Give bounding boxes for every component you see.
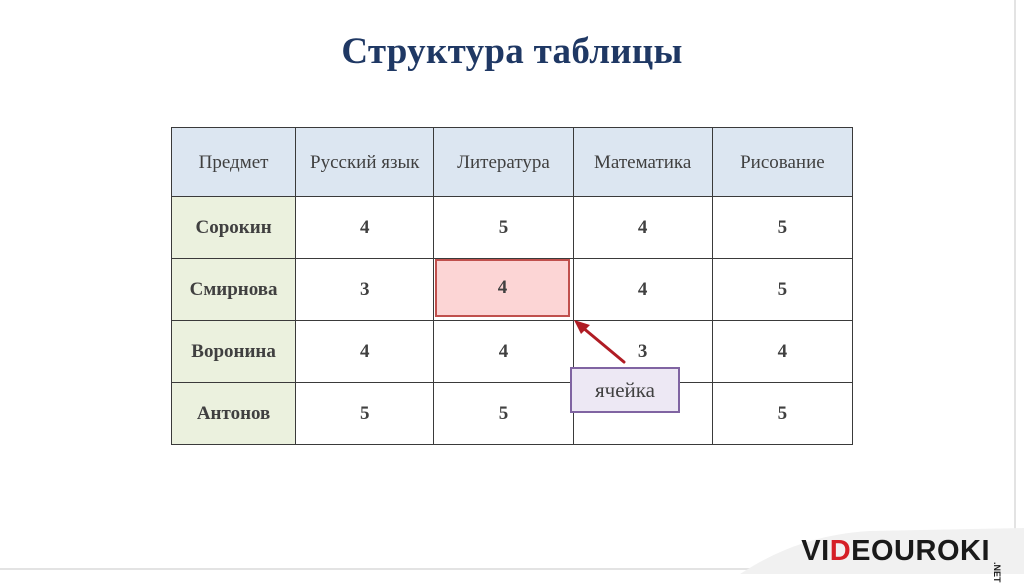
grade-cell: 5 [712,197,852,259]
table-row [172,321,853,383]
grade-cell: 3 [296,259,434,321]
table-header-row [172,128,853,197]
header-cell: Литература [434,128,573,197]
table-row [172,383,853,445]
table-row [172,197,853,259]
header-cell: Рисование [712,128,852,197]
grade-cell: 4 [296,197,434,259]
grade-cell: 5 [712,259,852,321]
grade-cell: 4 [573,197,712,259]
row-name-cell: Антонов [172,383,296,445]
row-name-cell: Сорокин [172,197,296,259]
row-name-cell: Воронина [172,321,296,383]
grade-cell: 3 [573,321,712,383]
grade-cell: 4 [573,259,712,321]
row-name-cell: Смирнова [172,259,296,321]
logo-text-prefix: VI [801,535,830,567]
grade-cell: 5 [296,383,434,445]
highlighted-cell: 4 [435,259,570,317]
grade-cell: 5 [712,383,852,445]
arrow-icon [570,318,630,368]
grade-cell: 5 [434,197,573,259]
logo-tld [992,562,1002,572]
grade-cell: 4 [712,321,852,383]
page-title: Структура таблицы [341,31,683,72]
header-cell [296,128,434,197]
videouroki-logo [801,534,1002,568]
grade-cell: 5 [434,383,573,445]
logo-text-accent: D [829,535,852,567]
logo-text-suffix: EOUROKI [851,535,990,567]
grade-cell: 4 [296,321,434,383]
header-cell: Математика [573,128,712,197]
cell-callout-label: ячейка [570,367,680,413]
header-cell: Предмет [172,128,296,197]
header-cell-text: Русский язык [310,151,420,173]
grade-cell: 4 [434,321,573,383]
